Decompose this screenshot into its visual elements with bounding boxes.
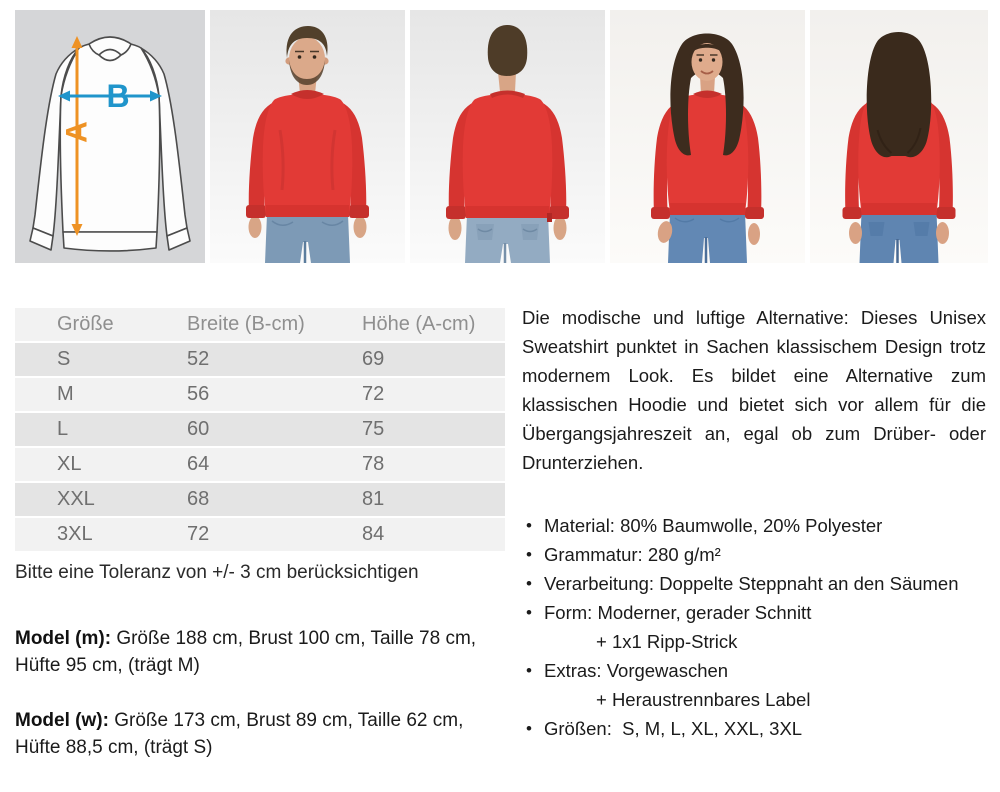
photo-male-front <box>210 10 405 263</box>
product-gallery <box>15 10 988 263</box>
spec-subtext: + Heraustrennbares Label <box>596 689 811 710</box>
cell-breite: 68 <box>145 483 320 518</box>
spec-item-groessen <box>522 714 986 743</box>
cell-breite: 56 <box>145 378 320 413</box>
photo-male-back <box>410 10 605 263</box>
cell-size: XL <box>15 448 145 483</box>
model-m-info <box>15 625 493 679</box>
table-row-m <box>15 378 505 413</box>
cell-hoehe: 81 <box>320 483 505 518</box>
male-model-back-photo <box>410 10 605 263</box>
size-info-column <box>15 308 505 761</box>
spec-text: Form: Moderner, gerader Schnitt <box>544 602 812 623</box>
size-diagram <box>15 10 205 263</box>
male-model-front-photo <box>210 10 405 263</box>
column-header-hoehe: Höhe (A-cm) <box>320 308 505 343</box>
column-header-groesse: Größe <box>15 308 145 343</box>
cell-size: S <box>15 343 145 378</box>
table-row-3xl <box>15 518 505 553</box>
female-model-front-photo <box>610 10 805 263</box>
cell-hoehe: 84 <box>320 518 505 553</box>
spec-item-grammatur <box>522 540 986 569</box>
table-row-xl <box>15 448 505 483</box>
table-row-s <box>15 343 505 378</box>
photo-female-front <box>610 10 805 263</box>
description-column <box>522 303 986 743</box>
spec-item-form <box>522 598 986 656</box>
table-row-xxl <box>15 483 505 518</box>
cell-breite: 72 <box>145 518 320 553</box>
cell-size: L <box>15 413 145 448</box>
spec-text: Grammatur: 280 g/m² <box>544 544 721 565</box>
cell-breite: 60 <box>145 413 320 448</box>
product-description: Die modische und luftige Alternative: Dieses Unisex Sweatshirt punktet in Sachen klassischem Design trotz modernem Look. Es bildet eine Alternative zum klassischen Hoodie und bietet sich vor allem für die Übergangsjahreszeit an, egal ob zum Drüber- oder Drunterziehen. <box>522 307 986 473</box>
measure-label-a: A <box>60 121 94 143</box>
tolerance-note: Bitte eine Toleranz von +/- 3 cm berücksichtigen <box>15 562 419 583</box>
column-header-breite: Breite (B-cm) <box>145 308 320 343</box>
cell-breite: 64 <box>145 448 320 483</box>
model-m-label: Model (m): <box>15 628 112 649</box>
size-table <box>15 308 505 553</box>
spec-item-verarbeitung <box>522 569 986 598</box>
cell-breite: 52 <box>145 343 320 378</box>
spec-item-extras <box>522 656 986 714</box>
photo-female-back <box>810 10 988 263</box>
size-diagram-card <box>15 10 205 263</box>
spec-text: Verarbeitung: Doppelte Steppnaht an den Säumen <box>544 573 959 594</box>
female-model-back-photo <box>810 10 988 263</box>
table-row-l <box>15 413 505 448</box>
model-w-info <box>15 707 493 761</box>
spec-text: Extras: Vorgewaschen <box>544 660 729 681</box>
cell-hoehe: 69 <box>320 343 505 378</box>
cell-hoehe: 78 <box>320 448 505 483</box>
spec-subtext: + 1x1 Ripp-Strick <box>596 631 738 652</box>
cell-size: 3XL <box>15 518 145 553</box>
cell-size: XXL <box>15 483 145 518</box>
model-w-details: Größe 173 cm, Brust 89 cm, Taille 62 cm, Hüfte 88,5 cm, (trägt S) <box>15 710 464 758</box>
spec-text: Material: 80% Baumwolle, 20% Polyester <box>544 515 883 536</box>
spec-text: Größen: S, M, L, XL, XXL, 3XL <box>544 718 803 739</box>
model-w-label: Model (w): <box>15 710 109 731</box>
size-table-header-row <box>15 308 505 343</box>
spec-item-material <box>522 511 986 540</box>
cell-hoehe: 72 <box>320 378 505 413</box>
spec-list <box>522 511 986 743</box>
measure-label-b: B <box>106 78 130 114</box>
cell-hoehe: 75 <box>320 413 505 448</box>
cell-size: M <box>15 378 145 413</box>
model-m-details: Größe 188 cm, Brust 100 cm, Taille 78 cm, Hüfte 95 cm, (trägt M) <box>15 628 477 676</box>
